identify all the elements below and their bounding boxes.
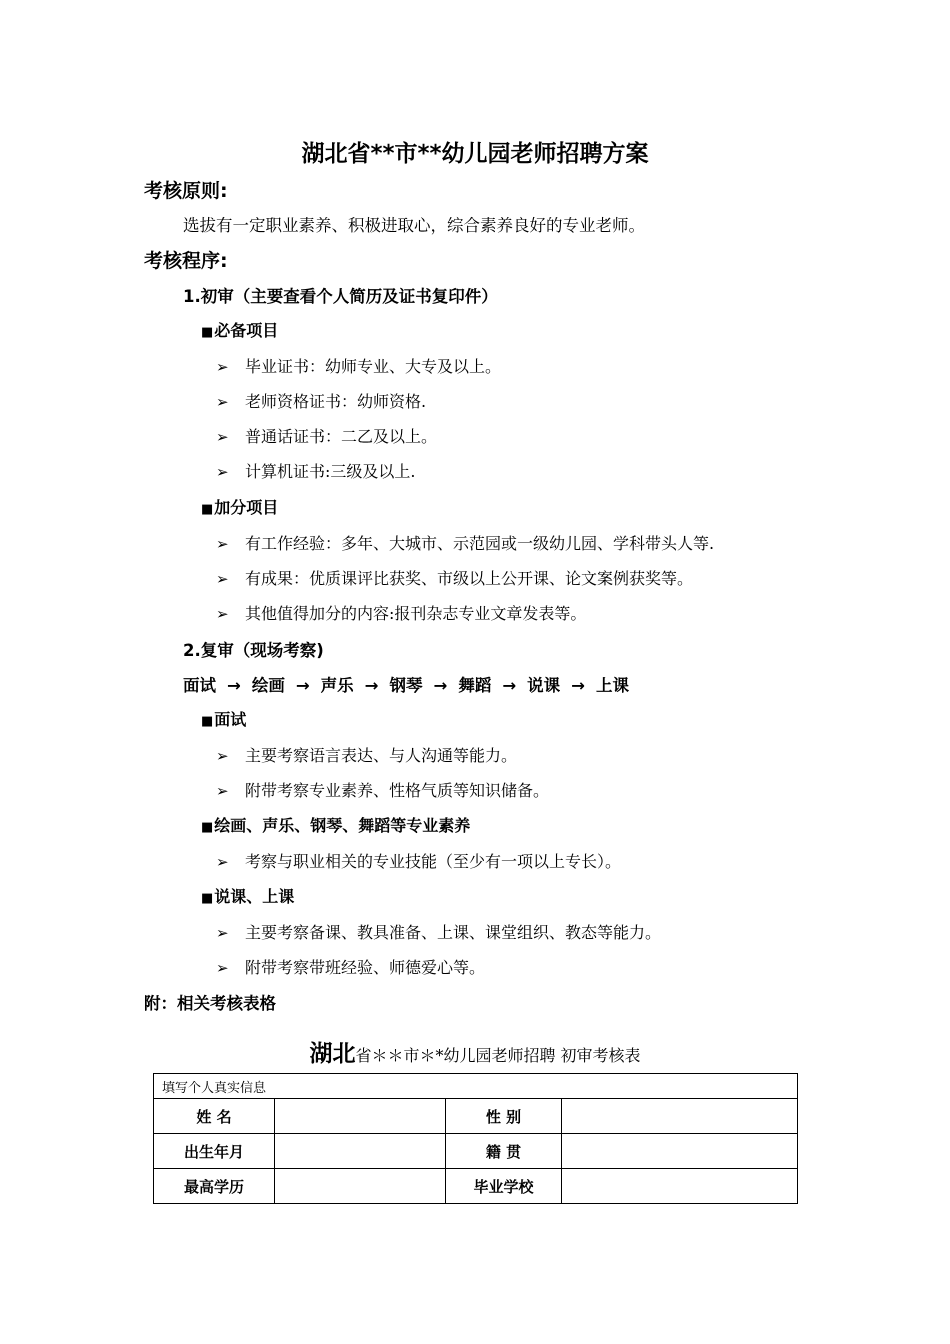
list-item [216, 459, 415, 482]
education-field[interactable] [275, 1169, 446, 1204]
gender-label: 性 别 [446, 1099, 562, 1134]
list-item [216, 849, 621, 872]
square-bullet-icon: ■ [201, 891, 214, 906]
flow-step: 声乐 [320, 676, 354, 695]
required-category [201, 318, 278, 341]
arrow-bullet-icon: ➢ [216, 853, 229, 871]
interview-label: 面试 [214, 710, 247, 729]
arrow-bullet-icon: ➢ [216, 959, 229, 977]
arrow-right-icon: → [433, 676, 448, 695]
page-title: 湖北省**市**幼儿园老师招聘方案 [301, 141, 649, 167]
list-item-text: 考察与职业相关的专业技能（至少有一项以上专长）。 [245, 852, 622, 871]
arrow-bullet-icon: ➢ [216, 535, 229, 553]
list-item-text: 有工作经验：多年、大城市、示范园或一级幼儿园、学科带头人等. [245, 534, 715, 553]
lecture-category [201, 884, 294, 907]
list-item [216, 566, 693, 589]
list-item [216, 389, 426, 412]
square-bullet-icon: ■ [201, 502, 214, 517]
hometown-field[interactable] [562, 1134, 798, 1169]
principle-heading: 考核原则: [144, 180, 228, 202]
required-label: 必备项目 [214, 321, 279, 340]
list-item-text: 主要考察备课、教具准备、上课、课堂组织、教态等能力。 [245, 923, 662, 942]
square-bullet-icon: ■ [201, 820, 214, 835]
arrow-right-icon: → [502, 676, 517, 695]
arrow-right-icon: → [227, 676, 241, 695]
flow-step: 舞蹈 [458, 676, 492, 695]
flow-step: 说课 [527, 676, 561, 695]
list-item-text: 老师资格证书：幼师资格. [245, 392, 427, 411]
flow-step: 面试 [183, 676, 216, 695]
arrow-bullet-icon: ➢ [216, 605, 229, 623]
list-item [216, 601, 586, 624]
flow-step: 绘画 [251, 676, 285, 695]
list-item-text: 其他值得加分的内容:报刊杂志专业文章发表等。 [245, 604, 587, 623]
bonus-label: 加分项目 [214, 498, 279, 517]
name-field[interactable] [275, 1099, 446, 1134]
list-item-text: 附带考察专业素养、性格气质等知识储备。 [245, 781, 550, 800]
list-item [216, 920, 661, 943]
list-item-text: 主要考察语言表达、与人沟通等能力。 [245, 746, 518, 765]
school-label: 毕业学校 [446, 1169, 562, 1204]
arrow-bullet-icon: ➢ [216, 428, 229, 446]
procedure-heading: 考核程序: [144, 250, 228, 272]
birthdate-field[interactable] [275, 1134, 446, 1169]
list-item-text: 有成果：优质课评比获奖、市级以上公开课、论文案例获奖等。 [245, 569, 694, 588]
skills-label: 绘画、声乐、钢琴、舞蹈等专业素养 [214, 816, 471, 835]
table-note: 填写个人真实信息 [154, 1074, 798, 1099]
hometown-label: 籍 贯 [446, 1134, 562, 1169]
skills-category [201, 813, 470, 836]
list-item [216, 778, 549, 801]
table-title-bold: 湖北 [309, 1041, 356, 1067]
principle-text: 选拔有一定职业素养、积极进取心，综合素养良好的专业老师。 [183, 216, 645, 235]
list-item-text: 计算机证书:三级及以上. [245, 462, 416, 481]
list-item [216, 354, 501, 377]
list-item [216, 743, 517, 766]
square-bullet-icon: ■ [201, 714, 214, 729]
education-label: 最高学历 [154, 1169, 275, 1204]
interview-category [201, 707, 246, 730]
arrow-bullet-icon: ➢ [216, 393, 229, 411]
square-bullet-icon: ■ [201, 325, 214, 340]
list-item-text: 附带考察带班经验、师德爱心等。 [245, 958, 486, 977]
list-item [216, 955, 485, 978]
list-item [216, 531, 714, 554]
school-field[interactable] [562, 1169, 798, 1204]
appendix-heading: 附：相关考核表格 [144, 994, 276, 1013]
table-title-rest: 省＊＊市＊*幼儿园老师招聘 初审考核表 [355, 1046, 641, 1065]
assessment-flow [183, 672, 629, 696]
flow-step: 上课 [595, 676, 629, 695]
name-label: 姓 名 [154, 1099, 275, 1134]
arrow-bullet-icon: ➢ [216, 570, 229, 588]
arrow-right-icon: → [295, 676, 310, 695]
screening-form-table [153, 1073, 798, 1204]
lecture-label: 说课、上课 [214, 887, 295, 906]
stage1-heading: 1.初审（主要查看个人简历及证书复印件） [183, 287, 498, 306]
arrow-right-icon: → [571, 676, 585, 695]
stage2-heading: 2.复审（现场考察) [183, 641, 324, 660]
bonus-category [201, 495, 278, 518]
arrow-bullet-icon: ➢ [216, 747, 229, 765]
flow-step: 钢琴 [389, 676, 423, 695]
list-item-text: 普通话证书：二乙及以上。 [245, 427, 438, 446]
list-item-text: 毕业证书：幼师专业、大专及以上。 [245, 357, 502, 376]
arrow-bullet-icon: ➢ [216, 358, 229, 376]
arrow-bullet-icon: ➢ [216, 463, 229, 481]
table-title [0, 1035, 950, 1068]
arrow-bullet-icon: ➢ [216, 924, 229, 942]
arrow-right-icon: → [364, 676, 379, 695]
birthdate-label: 出生年月 [154, 1134, 275, 1169]
gender-field[interactable] [562, 1099, 798, 1134]
list-item [216, 424, 437, 447]
arrow-bullet-icon: ➢ [216, 782, 229, 800]
